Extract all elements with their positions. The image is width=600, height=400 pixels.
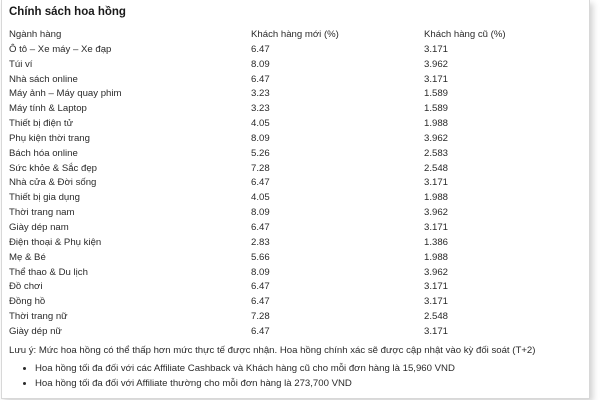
table-row <box>9 221 564 236</box>
table-row <box>9 251 564 266</box>
cell-new-customer-rate: 8.09 <box>251 132 270 144</box>
cell-new-customer-rate: 6.47 <box>251 325 270 337</box>
cell-returning-customer-rate: 3.171 <box>424 73 449 85</box>
cell-returning-customer-rate: 3.171 <box>424 325 449 337</box>
cell-new-customer-rate: 6.47 <box>251 177 270 189</box>
cell-category: Đồng hồ <box>9 296 46 308</box>
cell-new-customer-rate: 2.83 <box>251 236 270 248</box>
table-row <box>9 236 564 251</box>
cell-category: Giày dép nam <box>9 221 69 233</box>
cell-returning-customer-rate: 2.583 <box>424 147 449 159</box>
cell-returning-customer-rate: 1.988 <box>424 251 449 263</box>
table-row <box>9 147 564 162</box>
cell-returning-customer-rate: 3.962 <box>424 266 449 278</box>
cell-new-customer-rate: 8.09 <box>251 58 270 70</box>
table-body <box>9 43 564 340</box>
cell-category: Phụ kiện thời trang <box>9 132 90 144</box>
cell-returning-customer-rate: 3.171 <box>424 43 449 55</box>
cell-category: Giày dép nữ <box>9 325 62 337</box>
column-header-returning-customer: Khách hàng cũ (%) <box>424 29 506 40</box>
table-row <box>9 266 564 281</box>
cell-returning-customer-rate: 1.589 <box>424 103 449 115</box>
cell-category: Máy ảnh – Máy quay phim <box>9 88 122 100</box>
cell-category: Thiết bị gia dụng <box>9 192 80 204</box>
cell-new-customer-rate: 5.66 <box>251 251 270 263</box>
cell-new-customer-rate: 6.47 <box>251 73 270 85</box>
document-frame <box>1 0 590 399</box>
cell-returning-customer-rate: 3.171 <box>424 221 449 233</box>
cell-returning-customer-rate: 2.548 <box>424 162 449 174</box>
cell-returning-customer-rate: 2.548 <box>424 311 449 323</box>
cell-category: Sức khỏe & Sắc đẹp <box>9 162 98 174</box>
cell-new-customer-rate: 4.05 <box>251 118 270 130</box>
cell-new-customer-rate: 6.47 <box>251 281 270 293</box>
cell-new-customer-rate: 5.26 <box>251 147 270 159</box>
cell-category: Thời trang nam <box>9 207 75 219</box>
cell-new-customer-rate: 6.47 <box>251 43 270 55</box>
table-row <box>9 117 564 132</box>
note-text: Lưu ý: Mức hoa hồng có thể thấp hơn mức thực tế được nhận. Hoa hồng chính xác sẽ được cập nhật vào kỳ đối soát (T+2) <box>9 345 536 356</box>
table-row <box>9 191 564 206</box>
cell-new-customer-rate: 7.28 <box>251 311 270 323</box>
cell-new-customer-rate: 6.47 <box>251 296 270 308</box>
cell-new-customer-rate: 4.05 <box>251 192 270 204</box>
cell-category: Thể thao & Du lịch <box>9 266 88 278</box>
cell-category: Thời trang nữ <box>9 311 68 323</box>
table-row <box>9 176 564 191</box>
table-row <box>9 310 564 325</box>
cell-returning-customer-rate: 3.171 <box>424 296 449 308</box>
cell-category: Ô tô – Xe máy – Xe đạp <box>9 43 112 55</box>
cell-returning-customer-rate: 1.988 <box>424 192 449 204</box>
table-row <box>9 43 564 58</box>
cell-category: Bách hóa online <box>9 147 78 159</box>
cell-new-customer-rate: 3.23 <box>251 88 270 100</box>
cell-category: Đồ chơi <box>9 281 43 293</box>
cell-category: Thiết bị điện tử <box>9 118 74 130</box>
cell-category: Nhà cửa & Đời sống <box>9 177 97 189</box>
cell-new-customer-rate: 6.47 <box>251 221 270 233</box>
bullet-list <box>9 362 455 391</box>
cell-category: Nhà sách online <box>9 73 78 85</box>
cell-returning-customer-rate: 1.988 <box>424 118 449 130</box>
table-header-row <box>9 28 564 43</box>
table-row <box>9 206 564 221</box>
cell-new-customer-rate: 8.09 <box>251 207 270 219</box>
cell-category: Mẹ & Bé <box>9 251 46 263</box>
cell-returning-customer-rate: 3.962 <box>424 58 449 70</box>
table-row <box>9 132 564 147</box>
table-row <box>9 162 564 177</box>
cell-returning-customer-rate: 1.386 <box>424 236 449 248</box>
cell-returning-customer-rate: 3.962 <box>424 207 449 219</box>
table-row <box>9 295 564 310</box>
cell-new-customer-rate: 7.28 <box>251 162 270 174</box>
cell-new-customer-rate: 8.09 <box>251 266 270 278</box>
column-header-category: Ngành hàng <box>9 29 62 40</box>
page-title: Chính sách hoa hồng <box>9 6 126 18</box>
commission-table <box>9 28 564 340</box>
table-row <box>9 325 564 340</box>
table-row <box>9 87 564 102</box>
cell-returning-customer-rate: 3.171 <box>424 177 449 189</box>
bullet-item-cashback-max: • Hoa hồng tối đa đối với các Affiliate Cashback và Khách hàng cũ cho mỗi đơn hàng là 15,960 VND <box>35 362 455 377</box>
table-row <box>9 73 564 88</box>
cell-new-customer-rate: 3.23 <box>251 103 270 115</box>
cell-category: Túi ví <box>9 58 33 70</box>
cell-returning-customer-rate: 1.589 <box>424 88 449 100</box>
column-header-new-customer: Khách hàng mới (%) <box>251 29 339 40</box>
cell-category: Máy tính & Laptop <box>9 103 87 115</box>
cell-returning-customer-rate: 3.171 <box>424 281 449 293</box>
table-row <box>9 58 564 73</box>
cell-returning-customer-rate: 3.962 <box>424 132 449 144</box>
bullet-item-regular-max: • Hoa hồng tối đa đối với Affiliate thường cho mỗi đơn hàng là 273,700 VND <box>35 377 455 392</box>
table-row <box>9 102 564 117</box>
cell-category: Điện thoại & Phụ kiện <box>9 236 102 248</box>
table-row <box>9 280 564 295</box>
